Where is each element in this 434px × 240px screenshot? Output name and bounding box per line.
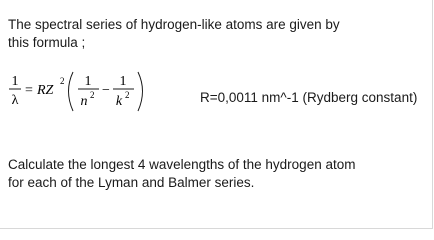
intro-text	[8, 16, 388, 52]
formula-term1-numerator: 1	[84, 74, 92, 89]
formula-term2-exponent: 2	[125, 90, 130, 100]
formula-term2-denominator: k	[115, 94, 123, 109]
rydberg-formula	[8, 68, 183, 116]
formula-term1-denominator: n	[80, 94, 88, 109]
formula-term1-exponent: 2	[90, 90, 95, 100]
formula-left-paren	[69, 72, 74, 111]
intro-line-1: The spectral series of hydrogen-like atoms are given by	[8, 17, 340, 32]
formula-coefficient-exponent: 2	[60, 76, 65, 86]
intro-line-2: this formula ;	[8, 35, 86, 50]
formula-coefficient: RZ	[37, 83, 54, 98]
formula-equals: =	[25, 83, 33, 98]
question-text	[8, 156, 418, 192]
formula-minus: −	[102, 83, 110, 98]
formula-right-paren	[138, 72, 143, 111]
formula-term2-numerator: 1	[119, 74, 127, 89]
question-line-1: Calculate the longest 4 wavelengths of the hydrogen atom	[8, 157, 356, 172]
formula-lhs-denominator: λ	[11, 93, 19, 108]
rydberg-constant: R=0,0011 nm^-1 (Rydberg constant)	[200, 90, 418, 105]
formula-lhs-numerator: 1	[11, 74, 19, 89]
question-line-2: for each of the Lyman and Balmer series.	[8, 175, 255, 190]
